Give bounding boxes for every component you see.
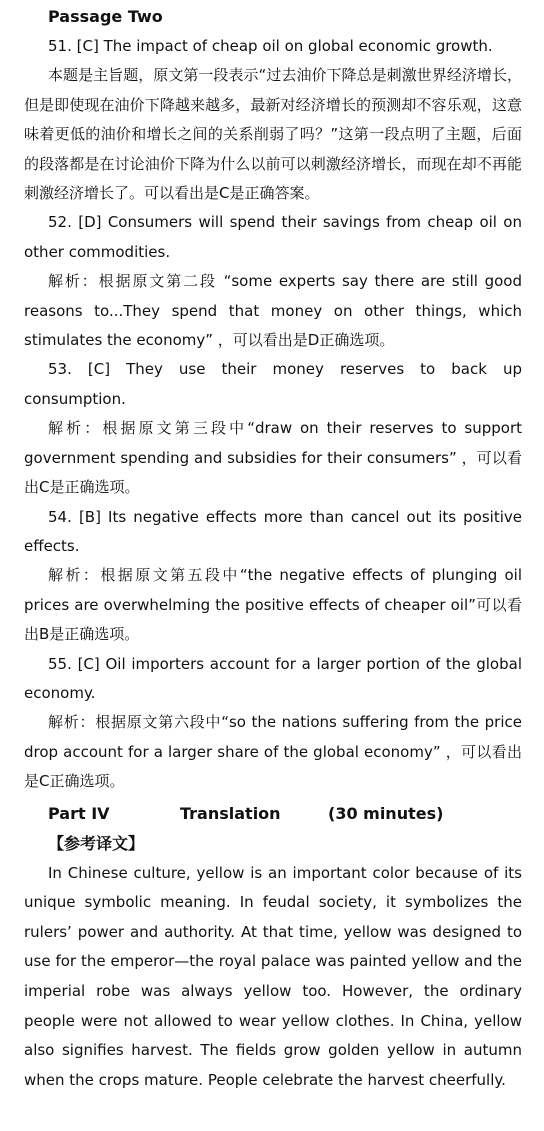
part-name: Translation xyxy=(180,803,281,823)
section-heading: Passage Two xyxy=(48,7,163,26)
question-53: 53. [C] They use their money reserves to back up consumption. xyxy=(24,360,522,408)
question-52: 52. [D] Consumers will spend their savings from cheap oil on other commodities. xyxy=(24,213,522,261)
part-title xyxy=(48,799,522,829)
part-time: (30 minutes) xyxy=(328,803,444,823)
question-54: 54. [B] Its negative effects more than cancel out its positive effects. xyxy=(24,507,522,555)
analysis-54: 解析：根据原文第五段中“the negative effects of plunging oil prices are overwhelming the positive effects of cheaper oil”可以看出B是正确选项。 xyxy=(24,566,522,644)
analysis-55: 解析：根据原文第六段中“so the nations suffering from the price drop account for a larger share of the global economy” ，可以看出是C正确选项。 xyxy=(24,713,522,791)
reference-translation-text: In Chinese culture, yellow is an important color because of its unique symbolic meaning. In feudal society, it symbolizes the rulers’ power and authority. At that time, yellow was designed to use for the emperor—the royal palace was painted yellow and the imperial robe was always yellow too. However, the ordinary people were not allowed to wear yellow clothes. In China, yellow also signifies harvest. The fields grow golden yellow in autumn when the crops mature. People celebrate the harvest cheerfully. xyxy=(24,863,522,1089)
reference-translation-label: 【参考译文】 xyxy=(48,833,145,853)
question-51: 51. [C] The impact of cheap oil on global economic growth. xyxy=(48,37,493,55)
analysis-53: 解析：根据原文第三段中“draw on their reserves to support government spending and subsidies for their consumers” ，可以看出C是正确选项。 xyxy=(24,419,522,497)
analysis-51: 本题是主旨题，原文第一段表示“过去油价下降总是刺激世界经济增长，但是即使现在油价下降越来越多，最新对经济增长的预测却不容乐观，这意味着更低的油价和增长之间的关系削弱了吗？”这第一段点明了主题，后面的段落都是在讨论油价下降为什么以前可以刺激经济增长，而现在却不再能刺激经济增长了。可以看出是C是正确答案。 xyxy=(24,66,522,203)
analysis-52: 解析：根据原文第二段 “some experts say there are still good reasons to...They spend that money on other things, which stimulates the economy” ，可以看出是D正确选项。 xyxy=(24,272,522,350)
question-55: 55. [C] Oil importers account for a larger portion of the global economy. xyxy=(24,654,522,702)
part-label: Part IV xyxy=(48,803,110,823)
